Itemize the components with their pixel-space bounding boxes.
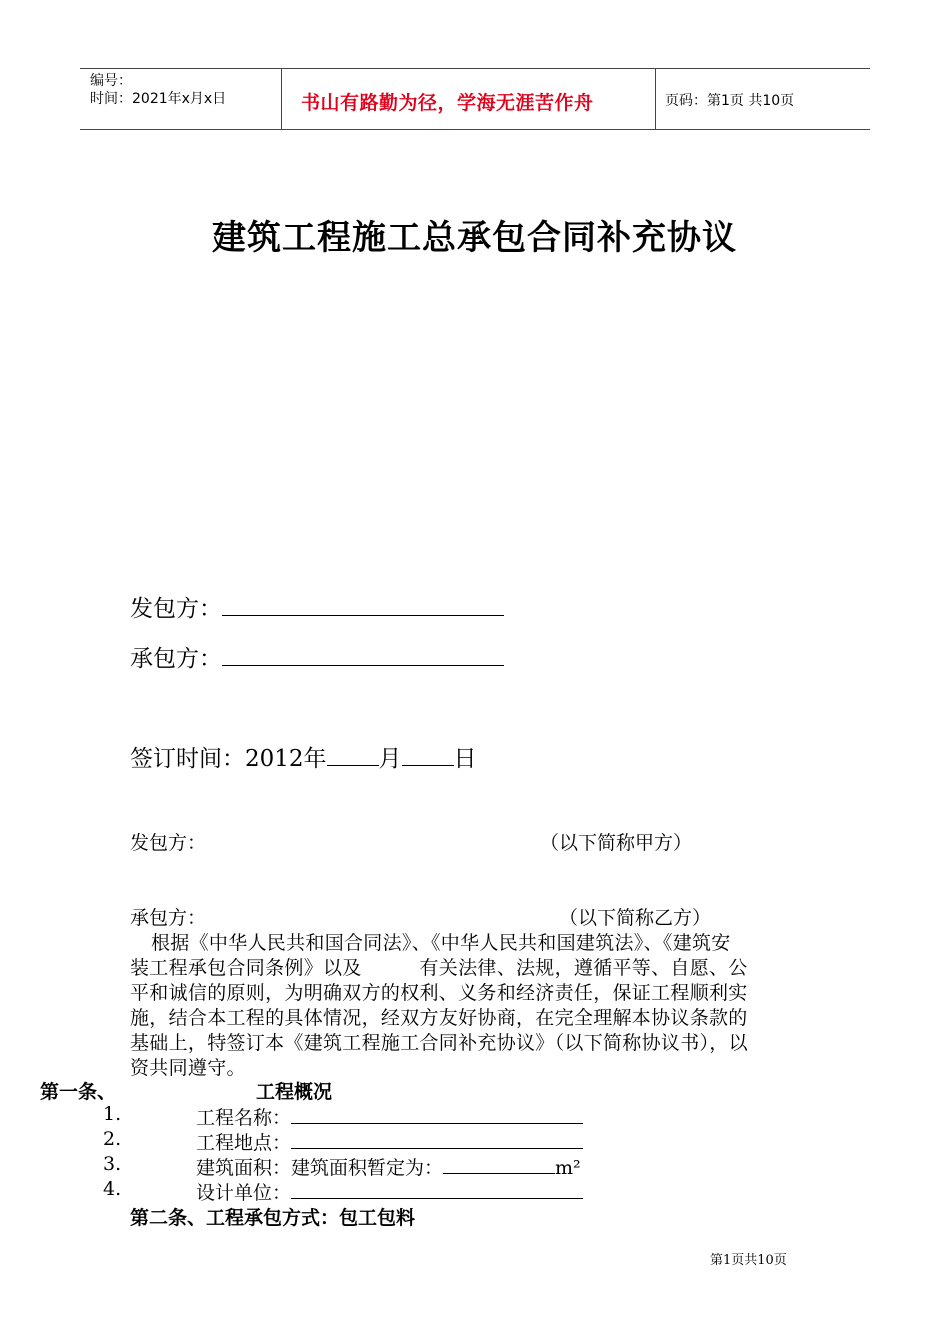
article1-item-num: 1. [103,1103,122,1125]
preamble-line: 资共同遵守。 [130,1057,246,1079]
party-contractor-label: 承包方： [130,907,207,929]
document-title: 建筑工程施工总承包合同补充协议 [212,218,737,258]
preamble-line: 施，结合本工程的具体情况，经双方友好协商，在完全理解本协议条款的 [130,1007,748,1029]
sign-month-blank [327,745,379,766]
header-page-label: 页码：第1页 共10页 [665,93,795,109]
header-number-label: 编号： [90,73,132,89]
preamble-line: 装工程承包合同条例》以及 有关法律、法规，遵循平等、自愿、公 [130,957,748,979]
header-bottom-rule [80,129,870,130]
article1-item-label: 工程名称： [196,1107,292,1129]
header-divider-1 [281,68,282,130]
preamble-line: 平和诚信的原则，为明确双方的权利、义务和经济责任，保证工程顺利实 [130,982,748,1004]
article1-item [196,1153,581,1180]
sign-date-line [130,740,477,773]
preamble-line: 根据《中华人民共和国合同法》、《中华人民共和国建筑法》、《建筑安 [151,932,731,954]
article1-item-blank [291,1128,583,1149]
sign-month-label: 月 [378,746,402,772]
page-footer: 第1页共10页 [710,1253,787,1268]
cover-employer-line [130,590,504,623]
cover-employer-label: 发包方： [130,596,222,622]
article1-item-label: 工程地点： [196,1132,292,1154]
sign-day-blank [402,745,454,766]
article1-item-label: 建筑面积：建筑面积暂定为： [196,1157,444,1179]
cover-employer-blank [222,595,504,616]
cover-contractor-label: 承包方： [130,646,222,672]
article1-item-num: 4. [103,1178,122,1200]
party-contractor-note: （以下简称乙方） [559,907,712,929]
header-time-label: 时间：2021年x月x日 [90,91,227,107]
article1-number: 第一条、 [40,1081,117,1103]
cover-contractor-blank [222,645,504,666]
preamble-line: 基础上，特签订本《建筑工程施工合同补充协议》（以下简称协议书），以 [130,1032,748,1054]
sign-day-label: 日 [453,746,477,772]
cover-contractor-line [130,640,504,673]
article1-item [196,1128,583,1155]
article2-heading: 第二条、工程承包方式：包工包料 [130,1207,416,1229]
article1-item-num: 3. [103,1153,122,1175]
article1-area-blank [443,1153,555,1174]
header-top-rule [80,68,870,69]
header-motto: 书山有路勤为径，学海无涯苦作舟 [301,92,594,114]
article1-item-blank [291,1178,583,1199]
article1-item-blank [291,1103,583,1124]
article1-title: 工程概况 [256,1081,333,1103]
article1-item [196,1178,583,1205]
sign-date-prefix: 签订时间：2012年 [130,746,327,772]
party-employer-note: （以下简称甲方） [540,832,693,854]
article1-item-label: 设计单位： [196,1182,292,1204]
header-divider-2 [655,68,656,130]
article1-item-num: 2. [103,1128,122,1150]
party-employer-label: 发包方： [130,832,207,854]
article1-item [196,1103,583,1130]
article1-area-unit: m² [555,1157,581,1179]
